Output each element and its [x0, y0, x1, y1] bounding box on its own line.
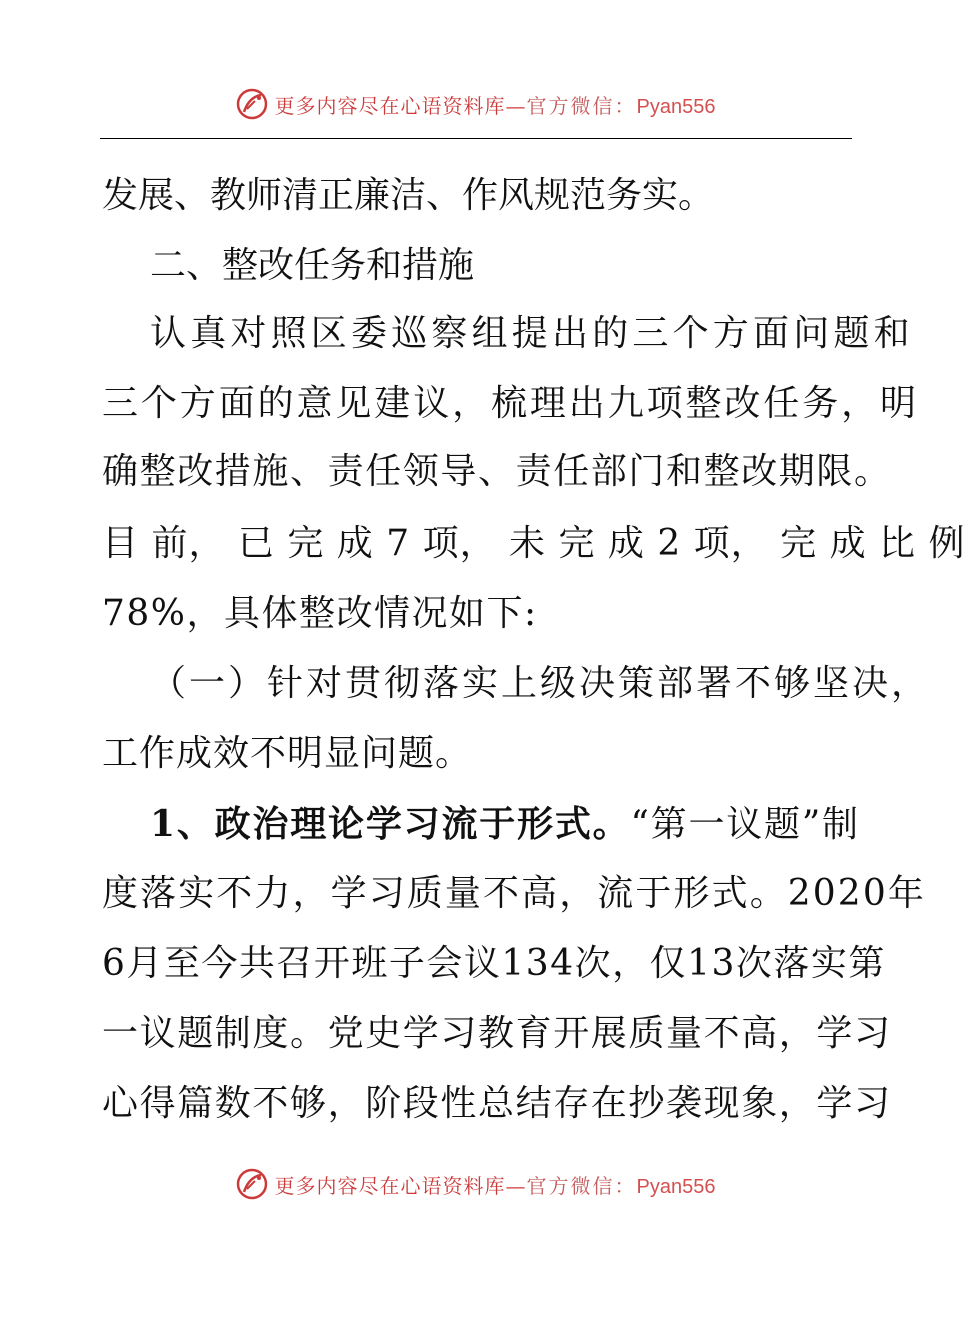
section-heading: 二、整改任务和措施 — [150, 245, 475, 286]
header-banner — [0, 84, 950, 124]
body-line-11: 度落实不力，学习质量不高，流于形式。2020年 — [102, 873, 926, 914]
footer-wechat-label: 官方微信： — [526, 1173, 637, 1198]
body-line-4: 三个方面的意见建议，梳理出九项整改任务，明 — [102, 383, 919, 424]
footer-banner — [0, 1164, 950, 1204]
body-line-3: 认真对照区委巡察组提出的三个方面问题和 — [150, 313, 914, 354]
header-wechat-id: Pyan556 — [636, 95, 716, 118]
subsection-heading-line-1: （一）针对贯彻落实上级决策部署不够坚决， — [150, 663, 931, 704]
footer-site-text: 更多内容尽在心语资料库 — [274, 1173, 506, 1198]
header-wechat-label: 官方微信： — [526, 93, 637, 118]
body-line-7: 78%，具体整改情况如下: — [102, 593, 538, 634]
body-line-1: 发展、教师清正廉洁、作风规范务实。 — [102, 175, 715, 216]
footer-wechat-id: Pyan556 — [636, 1175, 716, 1198]
body-line-13: 一议题制度。党史学习教育开展质量不高，学习 — [102, 1013, 892, 1054]
header-divider — [100, 138, 852, 139]
item-text: “第一议题”制 — [630, 804, 860, 845]
brand-logo-icon — [235, 87, 269, 121]
body-line-12: 6月至今共召开班子会议134次，仅13次落实第 — [102, 943, 886, 984]
footer-separator: — — [505, 1173, 527, 1198]
body-line-5: 确整改措施、责任领导、责任部门和整改期限。 — [102, 451, 892, 492]
body-line-14: 心得篇数不够，阶段性总结存在抄袭现象，学习 — [102, 1083, 892, 1124]
brand-logo-icon — [235, 1167, 269, 1201]
item-title: 1、政治理论学习流于形式。 — [150, 803, 631, 845]
header-banner-text — [275, 90, 716, 119]
footer-banner-text — [275, 1170, 716, 1199]
body-line-10 — [150, 796, 910, 852]
body-line-6: 目 前， 已 完 成 7 项， 未 完 成 2 项， 完 成 比 例 — [102, 523, 965, 564]
header-site-text: 更多内容尽在心语资料库 — [274, 93, 506, 118]
header-separator: — — [505, 93, 527, 118]
subsection-heading-line-2: 工作成效不明显问题。 — [102, 733, 473, 774]
